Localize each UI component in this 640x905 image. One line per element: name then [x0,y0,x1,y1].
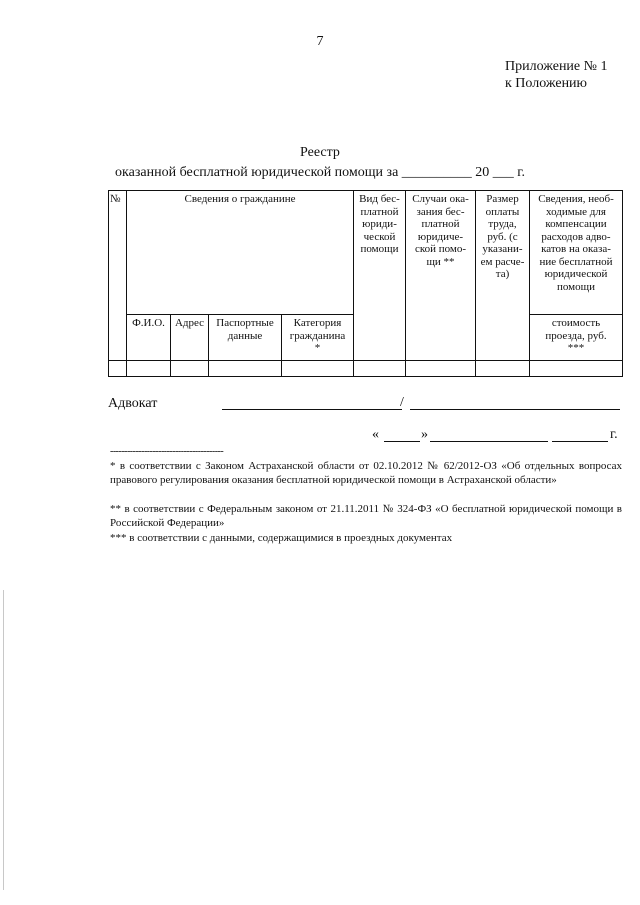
header-text-line: Случаи ока- [412,193,469,205]
subheader-passport [209,315,282,361]
header-text-line: * [314,342,321,354]
footnote-2: ** в соответствии с Федеральным законом от 21.11.2011 № 324-ФЗ «О бесплатной юридической помощи в Российской Федерации» [110,503,622,529]
table-cell [171,361,209,377]
header-text-line: гражданина [289,329,346,342]
header-text-line: данные [227,329,263,342]
appendix-line-1: Приложение № 1 [505,59,608,74]
table-cell [109,361,127,377]
header-text-line: юриди- [362,218,397,230]
table-cell [476,361,530,377]
subheader-category [282,315,354,361]
table-row [109,361,623,377]
subheader-address: Адрес [171,315,209,361]
title-line-1: Реестр [300,145,340,160]
header-text-line: та) [495,268,510,280]
header-text-line: щи ** [426,255,455,268]
table-cell [282,361,354,377]
year-suffix: г. [610,427,618,442]
page-number: 7 [316,34,324,49]
header-text-line: указани- [482,243,523,255]
header-text-line: платной [360,205,399,218]
advocate-label: Адвокат [108,396,158,411]
subheader-travel-cost [530,315,623,361]
footnote-1: * в соответствии с Законом Астраханской области от 02.10.2012 № 62/2012-ОЗ «Об отдельных вопросах правового регулирования оказания бесплатной юридической помощи в Астраханской области» [110,460,622,486]
header-text-line: Паспортные [216,317,274,329]
header-text-line: ской помо- [414,243,467,255]
header-text-line: *** [567,342,585,354]
registry-table [108,190,623,377]
appendix-line-2: к Положению [505,76,588,91]
close-quote: » [421,427,428,442]
table-cell [406,361,476,377]
header-text-line: ходимые для [546,205,606,218]
header-col-number: № [109,191,127,361]
table-cell [530,361,623,377]
document-title [0,143,640,183]
header-text-line: ем расче- [480,255,525,268]
header-text-line: проезда, руб. [545,329,607,342]
header-text-line: юридиче- [417,230,464,243]
header-text-line: руб. (с [487,230,518,243]
date-month-line [430,441,548,442]
header-text-line: Вид бес- [359,193,400,205]
header-text-line: расходов адво- [541,230,611,243]
header-text-line: катов на оказа- [541,243,611,255]
header-text-line: компенсации [545,218,607,230]
header-payment-amount [476,191,530,361]
advocate-name-line [410,409,620,410]
header-text-line: Категория [293,317,342,329]
title-line-2: оказанной бесплатной юридической помощи за __________ 20 ___ г. [115,165,525,180]
header-compensation-info [530,191,623,315]
footnote-separator: ---------------------------------------- [110,446,224,457]
header-text-line: Сведения, необ- [538,193,614,205]
table-cell [209,361,282,377]
header-text-line: зания бес- [416,205,465,218]
table-cell [127,361,171,377]
header-text-line: помощи [557,280,595,293]
header-text-line: ние бесплатной [539,255,613,268]
header-citizen-info: Сведения о гражданине [127,191,354,315]
header-text-line: юридической [544,268,608,280]
header-text-line: платной [421,218,460,230]
appendix-header [505,58,608,92]
signature-slash: / [400,395,404,410]
table-cell [354,361,406,377]
header-assistance-cases [406,191,476,361]
subheader-fio: Ф.И.О. [127,315,171,361]
header-text-line: стоимость [551,317,601,329]
date-year-line [552,441,608,442]
header-text-line: оплаты [485,205,520,218]
header-text-line: Размер [486,193,519,205]
footnote-3: *** в соответствии с данными, содержащимися в проездных документах [110,532,453,544]
advocate-signature-line [222,409,402,410]
header-text-line: помощи [360,243,399,255]
open-quote: « [372,427,379,442]
scan-margin-line [3,590,4,890]
header-assistance-type [354,191,406,361]
header-text-line: труда, [488,218,517,230]
date-day-line [384,441,420,442]
header-text-line: ческой [363,230,396,243]
